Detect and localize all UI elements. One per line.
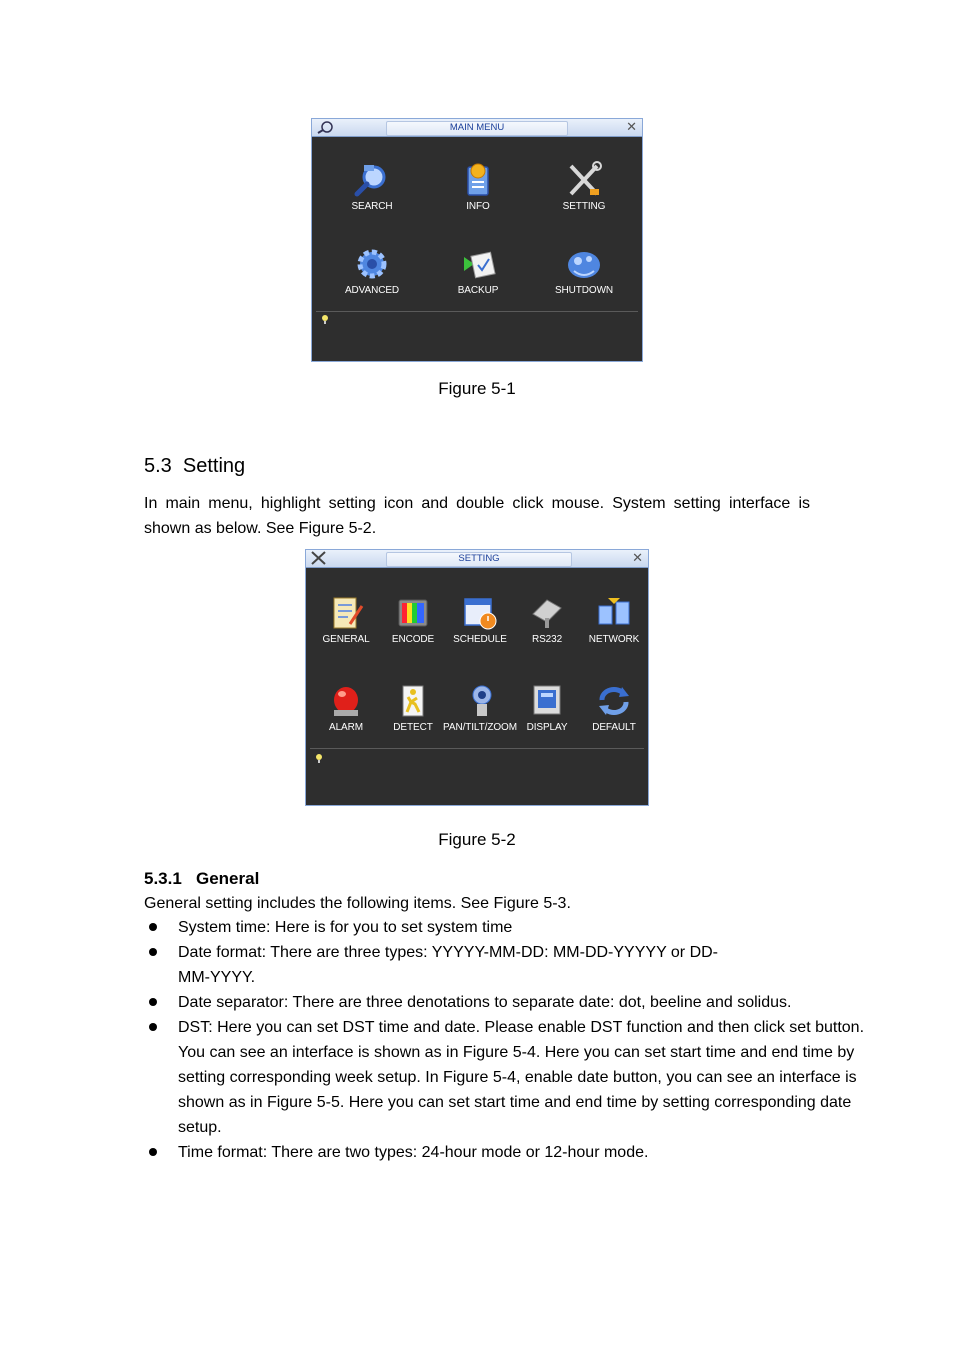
default-icon [594,682,634,720]
figure-caption: Figure 5-1 [438,379,516,398]
setting-item-label: PAN/TILT/ZOOM [443,722,517,733]
setting-item-label: DEFAULT [592,722,636,733]
setting-item-label: SCHEDULE [453,634,507,645]
bullet-dot [149,948,157,956]
list-item-text: System time: Here is for you to set system time [178,919,513,936]
list-item [144,1140,844,1165]
network-icon [594,594,634,632]
detect-icon [393,682,433,720]
title-bar [312,119,642,137]
divider [310,748,644,749]
setting-item-label: GENERAL [322,634,370,645]
setting-item-label: NETWORK [588,634,640,645]
lightbulb-icon [319,313,331,325]
ptz-camera-icon [460,682,500,720]
menu-item-advanced[interactable] [332,245,412,296]
bullet-dot [149,1148,157,1156]
menu-item-backup[interactable] [438,245,518,296]
setting-icon [564,161,604,199]
close-icon[interactable]: ✕ [626,119,637,134]
backup-icon [458,245,498,283]
bullet-dot [149,923,157,931]
close-icon[interactable]: ✕ [632,550,643,565]
list-item-text: Time format: There are two types: 24-hour mode or 12-hour mode. [178,1144,649,1161]
menu-item-label: SEARCH [351,201,393,212]
schedule-icon [460,594,500,632]
menu-item-label: SETTING [562,201,606,212]
encode-icon [393,594,433,632]
setting-item-label: DISPLAY [526,722,568,733]
list-item-text: Date separator: There are three denotations to separate date: dot, beeline and solidus. [178,994,792,1011]
bullet-list [144,915,865,1165]
general-icon [326,594,366,632]
rs232-icon [527,594,567,632]
subsection-intro: General setting includes the following items. See Figure 5-3. [144,895,571,912]
setting-item-label: ALARM [329,722,363,733]
list-item-text: DST: Here you can set DST time and date. Please enable DST function and then click set button. You can see an interface is shown as in Figure 5-4. Here you can set start time and end time by setting corresponding week setup. In Figure 5-4, enable date button, you can see an interface is shown as in Figure 5-5. Here you can set start time and end time by setting corresponding date setup. [178,1019,865,1136]
section-heading: 5.3 Setting [144,455,246,477]
menu-item-label: SHUTDOWN [554,285,614,296]
shutdown-icon [564,245,604,283]
window-title: SETTING [386,552,572,567]
menu-item-label: INFO [466,201,490,212]
section-intro: In main menu, highlight setting icon and double click mouse. System setting interface is shown as below. See Figure 5-2. [144,495,810,537]
setting-item-default[interactable] [574,682,654,733]
display-icon [527,682,567,720]
setting-item-label: RS232 [531,634,563,645]
alarm-icon [326,682,366,720]
setting-item-label: DETECT [393,722,433,733]
menu-item-setting[interactable] [544,161,624,212]
divider [316,311,638,312]
gear-icon [352,245,392,283]
list-item [144,990,838,1015]
window-icon [315,119,335,135]
menu-item-shutdown[interactable] [544,245,624,296]
lightbulb-icon [313,752,325,764]
setting-icon [309,550,329,566]
menu-item-label: BACKUP [457,285,499,296]
window-title: MAIN MENU [386,121,568,136]
setting-item-label: ENCODE [391,634,435,645]
menu-item-search[interactable] [332,161,412,212]
menu-item-info[interactable] [438,161,518,212]
menu-item-label: ADVANCED [344,285,400,296]
main-menu-window [311,118,643,362]
setting-window [305,549,649,806]
info-icon [458,161,498,199]
bullet-dot [149,998,157,1006]
subsection-heading: 5.3.1 General [144,869,260,888]
search-icon [352,161,392,199]
figure-caption: Figure 5-2 [438,830,516,849]
list-item [144,915,844,940]
list-item-text: Date format: There are three types: YYYYY-MM-DD: MM-DD-YYYYY or DD-MM-YYYY. [178,944,719,986]
setting-item-network[interactable] [574,594,654,645]
title-bar [306,550,648,568]
bullet-dot [149,1023,157,1031]
list-item [144,940,738,990]
list-item [144,1015,878,1140]
